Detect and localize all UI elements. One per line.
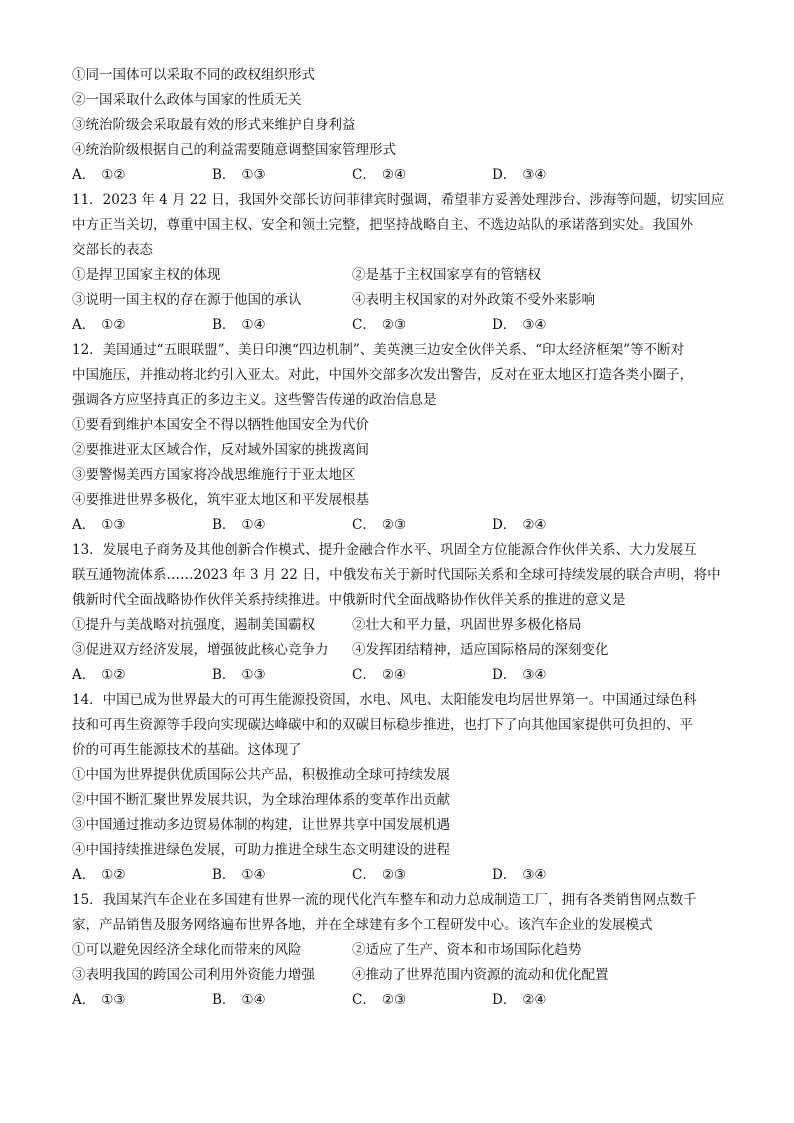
statement: ①同一国体可以采取不同的政权组织形式 <box>72 67 315 83</box>
statement: ④推动了世界范围内资源的流动和优化配置 <box>352 967 609 983</box>
option-d[interactable]: D． ②④ <box>492 517 547 533</box>
question-stem: 交部长的表态 <box>72 242 153 258</box>
option-d[interactable]: D． ②④ <box>492 992 547 1008</box>
statement: ④统治阶级根据自己的利益需要随意调整国家管理形式 <box>72 142 396 158</box>
option-b[interactable]: B． ①④ <box>212 992 266 1008</box>
question-stem: 俄新时代全面战略协作伙伴关系持续推进。中俄新时代全面战略协作伙伴关系的推进的意义是 <box>72 592 626 608</box>
statement-row <box>72 963 732 988</box>
question-12 <box>72 338 732 538</box>
option-a[interactable]: A． ①③ <box>72 992 126 1008</box>
question-14 <box>72 688 732 888</box>
option-a[interactable]: A． ①② <box>72 317 126 333</box>
option-b[interactable]: B． ①③ <box>212 667 266 683</box>
answer-options <box>72 988 732 1013</box>
statement-row <box>72 613 732 638</box>
statement: ③表明我国的跨国公司利用外资能力增强 <box>72 967 315 983</box>
statement: ①要看到维护本国安全不得以牺牲他国安全为代价 <box>72 417 369 433</box>
option-d[interactable]: D． ③④ <box>492 867 547 883</box>
statement: ④中国持续推进绿色发展，可助力推进全球生态文明建设的进程 <box>72 842 450 858</box>
option-c[interactable]: C． ②④ <box>352 667 407 683</box>
question-15 <box>72 888 732 1013</box>
option-d[interactable]: D． ③④ <box>492 167 547 183</box>
statement: ③要警惕美西方国家将冷战思维施行于亚太地区 <box>72 467 356 483</box>
option-a[interactable]: A． ①② <box>72 867 126 883</box>
question-stem: 12．美国通过“五眼联盟”、美日印澳“四边机制”、美英澳三边安全伙伴关系、“印太经济框架”等不断对 <box>72 342 685 358</box>
page-content <box>72 63 732 1013</box>
statement: ④要推进世界多极化，筑牢亚太地区和平发展根基 <box>72 492 369 508</box>
option-a[interactable]: A． ①② <box>72 667 126 683</box>
option-b[interactable]: B． ①④ <box>212 517 266 533</box>
statement: ②壮大和平力量，巩固世界多极化格局 <box>352 617 582 633</box>
question-11 <box>72 188 732 338</box>
question-stem: 中国施压，并推动将北约引入亚太。对此，中国外交部多次发出警告，反对在亚太地区打造各类小圈子， <box>72 367 693 383</box>
statement: ①中国为世界提供优质国际公共产品，积极推动全球可持续发展 <box>72 767 450 783</box>
answer-options <box>72 663 732 688</box>
question-stem: 14．中国已成为世界最大的可再生能源投资国，水电、风电、太阳能发电均居世界第一。中国通过绿色科 <box>72 692 697 708</box>
statement-row <box>72 288 732 313</box>
option-c[interactable]: C． ②③ <box>352 317 407 333</box>
option-a[interactable]: A． ①③ <box>72 517 126 533</box>
option-c[interactable]: C． ②③ <box>352 867 407 883</box>
answer-options <box>72 863 732 888</box>
statement: ③促进双方经济发展，增强彼此核心竞争力 <box>72 642 329 658</box>
question-stem: 15．我国某汽车企业在多国建有世界一流的现代化汽车整车和动力总成制造工厂，拥有各类销售网点数千 <box>72 892 697 908</box>
answer-options <box>72 513 732 538</box>
question-stem: 13．发展电子商务及其他创新合作模式、提升金融合作水平、巩固全方位能源合作伙伴关系、大力发展互 <box>72 542 697 558</box>
question-10-tail <box>72 63 732 188</box>
statement: ②要推进亚太区域合作，反对域外国家的挑拨离间 <box>72 442 369 458</box>
option-c[interactable]: C． ②③ <box>352 992 407 1008</box>
option-c[interactable]: C． ②③ <box>352 517 407 533</box>
option-b[interactable]: B． ①④ <box>212 317 266 333</box>
statement: ②一国采取什么政体与国家的性质无关 <box>72 92 302 108</box>
statement-row <box>72 938 732 963</box>
option-d[interactable]: D． ③④ <box>492 317 547 333</box>
answer-options <box>72 163 732 188</box>
statement: ①是捍卫国家主权的体现 <box>72 267 221 283</box>
option-d[interactable]: D． ③④ <box>492 667 547 683</box>
statement-row <box>72 638 732 663</box>
option-a[interactable]: A． ①② <box>72 167 126 183</box>
statement: ③说明一国主权的存在源于他国的承认 <box>72 292 302 308</box>
statement: ③统治阶级会采取最有效的形式来维护自身利益 <box>72 117 356 133</box>
question-stem: 11．2023 年 4 月 22 日，我国外交部长访问菲律宾时强调，希望菲方妥善处理涉台、涉海等问题，切实回应 <box>72 192 725 208</box>
statement: ③中国通过推动多边贸易体制的构建，让世界共享中国发展机遇 <box>72 817 450 833</box>
question-stem: 强调各方应坚持真正的多边主义。这些警告传递的政治信息是 <box>72 392 437 408</box>
option-b[interactable]: B． ①④ <box>212 867 266 883</box>
option-c[interactable]: C． ②④ <box>352 167 407 183</box>
statement: ②是基于主权国家享有的管辖权 <box>352 267 541 283</box>
statement: ④发挥团结精神，适应国际格局的深刻变化 <box>352 642 609 658</box>
statement: ②中国不断汇聚世界发展共识，为全球治理体系的变革作出贡献 <box>72 792 450 808</box>
statement: ②适应了生产、资本和市场国际化趋势 <box>352 942 582 958</box>
question-stem: 技和可再生资源等手段向实现碳达峰碳中和的双碳目标稳步推进，也打下了向其他国家提供可负担的、平 <box>72 717 693 733</box>
statement: ①可以避免因经济全球化而带来的风险 <box>72 942 302 958</box>
question-13 <box>72 538 732 688</box>
option-b[interactable]: B． ①③ <box>212 167 266 183</box>
answer-options <box>72 313 732 338</box>
question-stem: 中方正当关切，尊重中国主权、安全和领土完整，把坚持战略自主、不选边站队的承诺落到实处。我国外 <box>72 217 693 233</box>
question-stem: 价的可再生能源技术的基础。这体现了 <box>72 742 302 758</box>
question-stem: 家，产品销售及服务网络遍布世界各地，并在全球建有多个工程研发中心。该汽车企业的发展模式 <box>72 917 653 933</box>
statement-row <box>72 263 732 288</box>
statement: ①提升与美战略对抗强度，遏制美国霸权 <box>72 617 315 633</box>
statement: ④表明主权国家的对外政策不受外来影响 <box>352 292 595 308</box>
question-stem: 联互通物流体系……2023 年 3 月 22 日，中俄发布关于新时代国际关系和全球可持续发展的联合声明，将中 <box>72 567 721 583</box>
